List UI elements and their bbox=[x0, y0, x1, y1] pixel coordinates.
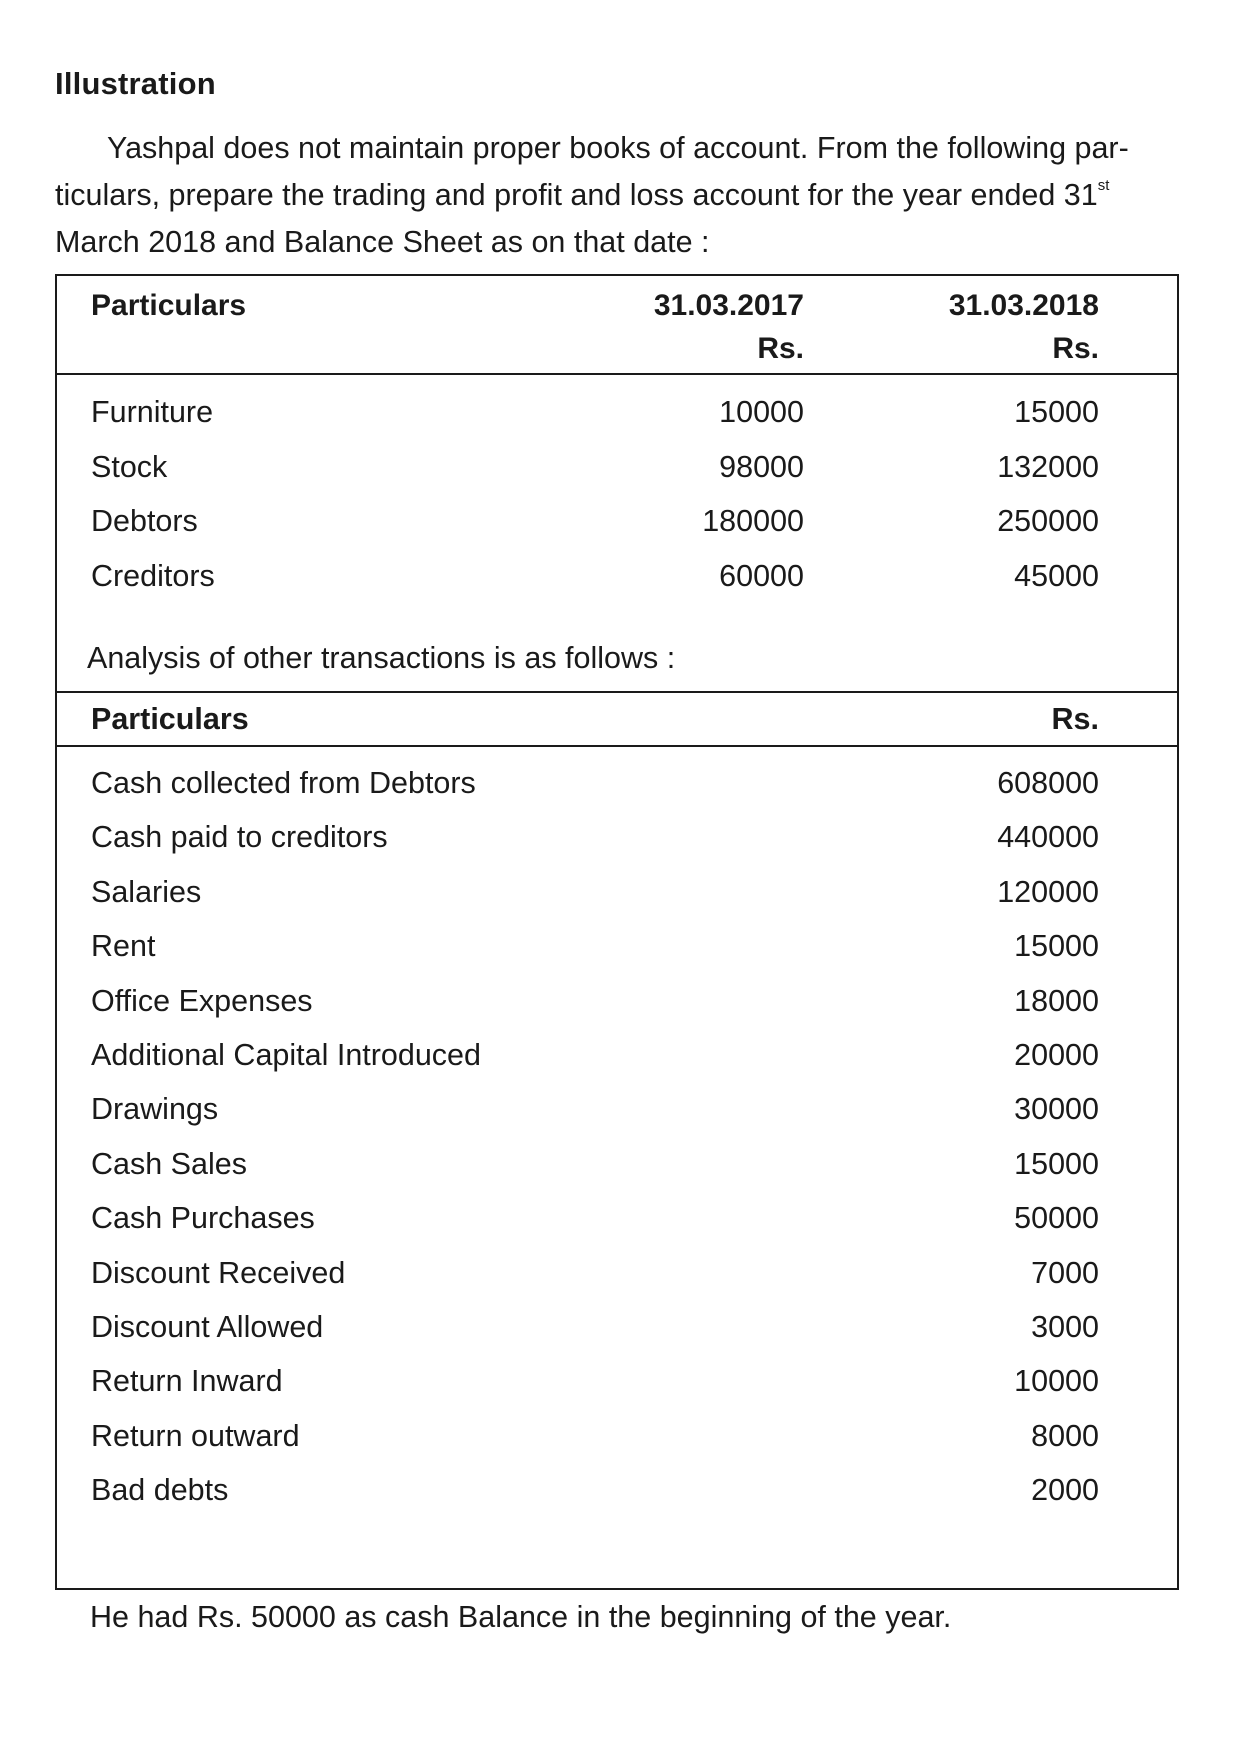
row-amount: 608000 bbox=[997, 766, 1099, 800]
row-value-2017: 60000 bbox=[719, 558, 804, 593]
header-date-2017: 31.03.2017 bbox=[653, 289, 804, 322]
row-amount: 8000 bbox=[1031, 1418, 1099, 1453]
table-row bbox=[57, 437, 1177, 497]
row-label: Discount Allowed bbox=[91, 1310, 324, 1344]
table-row bbox=[57, 916, 1177, 976]
row-amount: 3000 bbox=[1031, 1310, 1099, 1344]
intro-line-2-text: ticulars, prepare the trading and profit and loss account for the year ended 31 bbox=[55, 178, 1098, 212]
ordinal-superscript: st bbox=[1097, 177, 1110, 194]
header-date-2018: 31.03.2018 bbox=[948, 289, 1099, 322]
row-value-2017: 10000 bbox=[719, 395, 804, 429]
row-label: Cash Sales bbox=[91, 1146, 247, 1181]
header-amount: Rs. bbox=[1051, 702, 1099, 736]
row-amount: 30000 bbox=[1014, 1092, 1099, 1127]
row-label: Stock bbox=[91, 449, 168, 484]
row-amount: 7000 bbox=[1031, 1255, 1099, 1290]
intro-paragraph bbox=[55, 125, 1183, 266]
row-label: Return Inward bbox=[91, 1364, 283, 1399]
header-divider bbox=[57, 373, 1177, 375]
header-divider-2 bbox=[57, 745, 1177, 747]
row-amount: 15000 bbox=[1014, 1146, 1099, 1181]
row-amount: 18000 bbox=[1014, 983, 1099, 1018]
transactions-table-header bbox=[57, 689, 1177, 749]
table-row bbox=[57, 1079, 1177, 1139]
table-row bbox=[57, 1188, 1177, 1248]
header-unit-2017: Rs. bbox=[757, 332, 804, 365]
table-row bbox=[57, 1406, 1177, 1466]
row-label: Return outward bbox=[91, 1418, 300, 1453]
row-value-2018: 250000 bbox=[997, 504, 1099, 538]
row-value-2018: 45000 bbox=[1014, 558, 1099, 593]
row-value-2017: 98000 bbox=[719, 449, 804, 484]
row-amount: 2000 bbox=[1031, 1473, 1099, 1508]
intro-line-2 bbox=[55, 172, 1183, 219]
table-row bbox=[57, 1025, 1177, 1085]
table-row bbox=[57, 862, 1177, 922]
row-label: Discount Received bbox=[91, 1255, 346, 1290]
table-row bbox=[57, 1243, 1177, 1303]
row-label: Rent bbox=[91, 929, 156, 964]
footer-note: He had Rs. 50000 as cash Balance in the beginning of the year. bbox=[90, 1600, 952, 1634]
row-label: Salaries bbox=[91, 874, 202, 909]
row-label: Cash paid to creditors bbox=[91, 820, 388, 855]
table-row bbox=[57, 1460, 1177, 1520]
row-label: Cash collected from Debtors bbox=[91, 766, 476, 800]
row-amount: 10000 bbox=[1014, 1364, 1099, 1399]
row-amount: 20000 bbox=[1014, 1038, 1099, 1072]
row-label: Creditors bbox=[91, 558, 215, 593]
header-particulars-2: Particulars bbox=[91, 702, 249, 736]
row-label: Furniture bbox=[91, 395, 214, 429]
analysis-note: Analysis of other transactions is as follows : bbox=[87, 641, 676, 675]
row-label: Drawings bbox=[91, 1092, 219, 1127]
table-row bbox=[57, 491, 1177, 551]
row-value-2018: 132000 bbox=[997, 449, 1099, 484]
row-amount: 15000 bbox=[1014, 929, 1099, 964]
header-particulars: Particulars bbox=[91, 289, 247, 322]
table-row bbox=[57, 1297, 1177, 1357]
table-row bbox=[57, 971, 1177, 1031]
row-label: Debtors bbox=[91, 504, 198, 538]
accounts-table-box bbox=[55, 274, 1179, 1590]
row-label: Office Expenses bbox=[91, 983, 313, 1018]
row-amount: 50000 bbox=[1014, 1201, 1099, 1236]
row-label: Additional Capital Introduced bbox=[91, 1038, 481, 1072]
row-label: Cash Purchases bbox=[91, 1201, 315, 1236]
intro-line-3: March 2018 and Balance Sheet as on that date : bbox=[55, 225, 710, 259]
table-row bbox=[57, 807, 1177, 867]
table-row bbox=[57, 1351, 1177, 1411]
illustration-heading: Illustration bbox=[55, 66, 216, 101]
header-unit-2018: Rs. bbox=[1052, 332, 1099, 365]
row-value-2017: 180000 bbox=[702, 504, 804, 538]
row-label: Bad debts bbox=[91, 1473, 229, 1508]
table-row bbox=[57, 753, 1177, 813]
row-value-2018: 15000 bbox=[1014, 395, 1099, 429]
table-row bbox=[57, 1134, 1177, 1194]
intro-line-1: Yashpal does not maintain proper books of account. From the following par- bbox=[107, 131, 1129, 165]
row-amount: 440000 bbox=[997, 820, 1099, 855]
row-amount: 120000 bbox=[997, 874, 1099, 909]
table-row bbox=[57, 382, 1177, 442]
table-row bbox=[57, 546, 1177, 606]
